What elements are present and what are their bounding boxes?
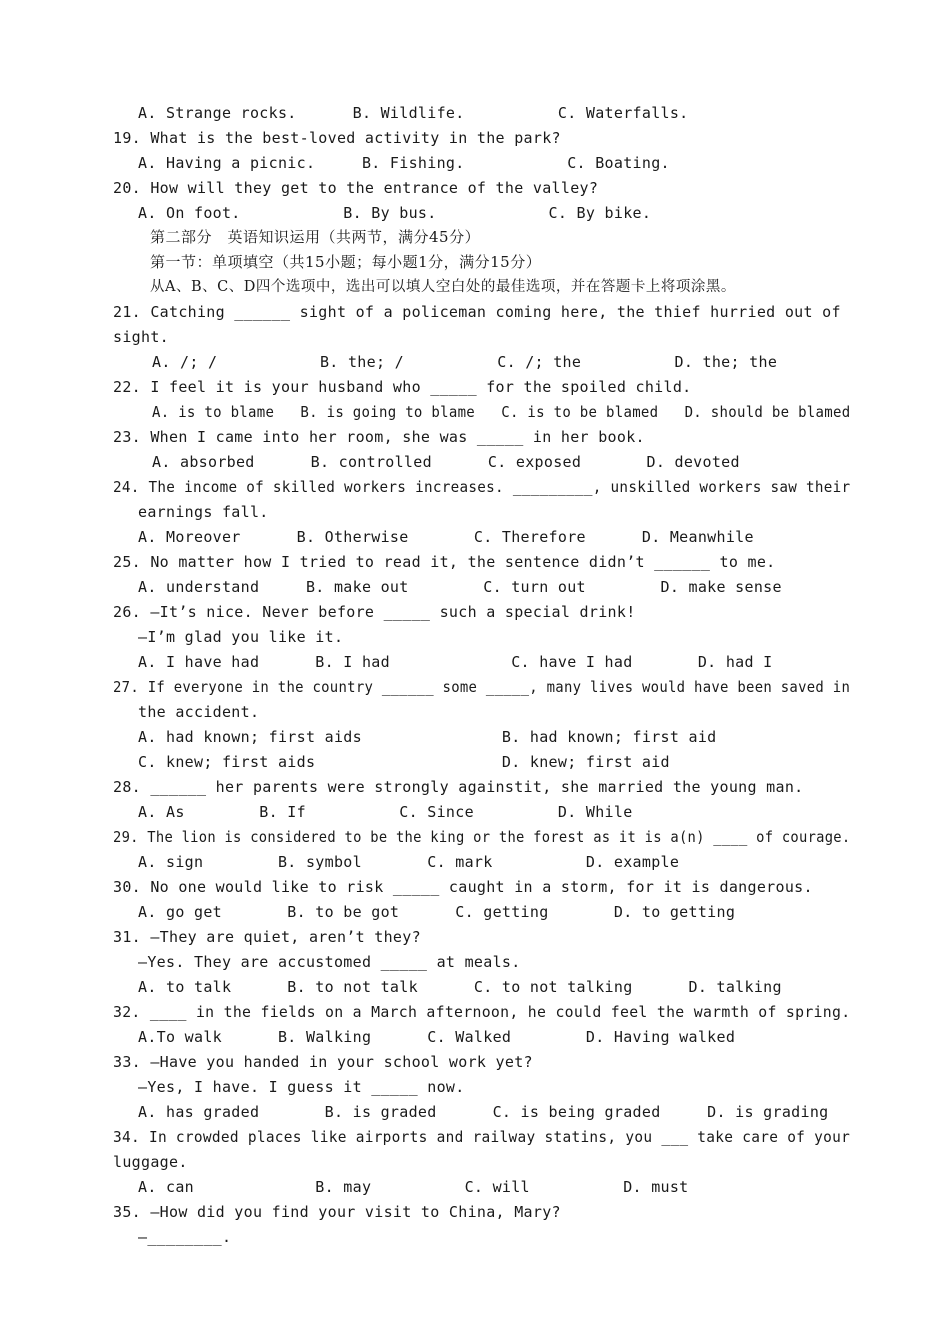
- q31-stem: 31. —They are quiet, aren’t they?: [113, 928, 421, 946]
- q35-stem: 35. —How did you find your visit to China, Mary?: [113, 1203, 561, 1221]
- q34-stem-cont: luggage.: [113, 1153, 188, 1171]
- q21-options: A. /; / B. the; / C. /; the D. the; the: [152, 353, 778, 371]
- q24-stem-cont: earnings fall.: [138, 503, 269, 521]
- q20-stem: 20. How will they get to the entrance of the valley?: [113, 179, 599, 197]
- q31-reply: —Yes. They are accustomed _____ at meals.: [138, 953, 521, 971]
- part2-heading: 第二部分 英语知识运用（共两节，满分45分）: [150, 228, 481, 246]
- q34-stem: 34. In crowded places like airports and railway statins, you ___ take care of your: [113, 1128, 851, 1146]
- q27-options-ab: A. had known; first aids B. had known; first aid: [138, 728, 717, 746]
- q29-options: A. sign B. symbol C. mark D. example: [138, 853, 680, 871]
- q29-stem: 29. The lion is considered to be the king or the forest as it is a(n) ____ of courage.: [113, 828, 851, 846]
- q30-stem: 30. No one would like to risk _____ caught in a storm, for it is dangerous.: [113, 878, 813, 896]
- q33-options: A. has graded B. is graded C. is being graded D. is grading: [138, 1103, 829, 1121]
- q21-stem-cont: sight.: [113, 328, 169, 346]
- q32-options: A.To walk B. Walking C. Walked D. Having walked: [138, 1028, 736, 1046]
- section1-heading: 第一节：单项填空（共15小题；每小题1分，满分15分）: [150, 253, 542, 271]
- instructions: 从A、B、C、D四个选项中，选出可以填人空白处的最佳选项，并在答题卡上将项涂黑。: [150, 279, 736, 295]
- q27-options-cd: C. knew; first aids D. knew; first aid: [138, 753, 670, 771]
- q32-stem: 32. ____ in the fields on a March afternoon, he could feel the warmth of spring.: [113, 1003, 851, 1021]
- q30-options: A. go get B. to be got C. getting D. to getting: [138, 903, 736, 921]
- q33-reply: —Yes, I have. I guess it _____ now.: [138, 1078, 465, 1096]
- q33-stem: 33. —Have you handed in your school work yet?: [113, 1053, 533, 1071]
- q35-reply: —________.: [138, 1228, 232, 1246]
- q28-stem: 28. ______ her parents were strongly againstit, she married the young man.: [113, 778, 804, 796]
- q31-options: A. to talk B. to not talk C. to not talking D. talking: [138, 978, 782, 996]
- q25-stem: 25. No matter how I tried to read it, the sentence didn’t ______ to me.: [113, 553, 776, 571]
- q34-options: A. can B. may C. will D. must: [138, 1178, 689, 1196]
- q23-stem: 23. When I came into her room, she was _____ in her book.: [113, 428, 645, 446]
- q19-options: A. Having a picnic. B. Fishing. C. Boating.: [138, 154, 670, 172]
- q19-stem: 19. What is the best-loved activity in the park?: [113, 129, 561, 147]
- q26-reply: —I’m glad you like it.: [138, 628, 344, 646]
- q21-stem: 21. Catching ______ sight of a policeman coming here, the thief hurried out of: [113, 303, 841, 321]
- q24-options: A. Moreover B. Otherwise C. Therefore D. Meanwhile: [138, 528, 754, 546]
- q25-options: A. understand B. make out C. turn out D. make sense: [138, 578, 782, 596]
- q26-options: A. I have had B. I had C. have I had D. had I: [138, 653, 773, 671]
- q27-stem-cont: the accident.: [138, 703, 260, 721]
- q20-options: A. On foot. B. By bus. C. By bike.: [138, 204, 652, 222]
- q28-options: A. As B. If C. Since D. While: [138, 803, 633, 821]
- q22-options: A. is to blame B. is going to blame C. is to be blamed D. should be blamed: [152, 403, 851, 421]
- q24-stem: 24. The income of skilled workers increases. _________, unskilled workers saw their: [113, 478, 851, 496]
- q22-stem: 22. I feel it is your husband who _____ for the spoiled child.: [113, 378, 692, 396]
- q18-options: A. Strange rocks. B. Wildlife. C. Waterfalls.: [138, 104, 689, 122]
- q26-stem: 26. —It’s nice. Never before _____ such a special drink!: [113, 603, 636, 621]
- q23-options: A. absorbed B. controlled C. exposed D. devoted: [152, 453, 740, 471]
- q27-stem: 27. If everyone in the country ______ some _____, many lives would have been saved in: [113, 678, 851, 696]
